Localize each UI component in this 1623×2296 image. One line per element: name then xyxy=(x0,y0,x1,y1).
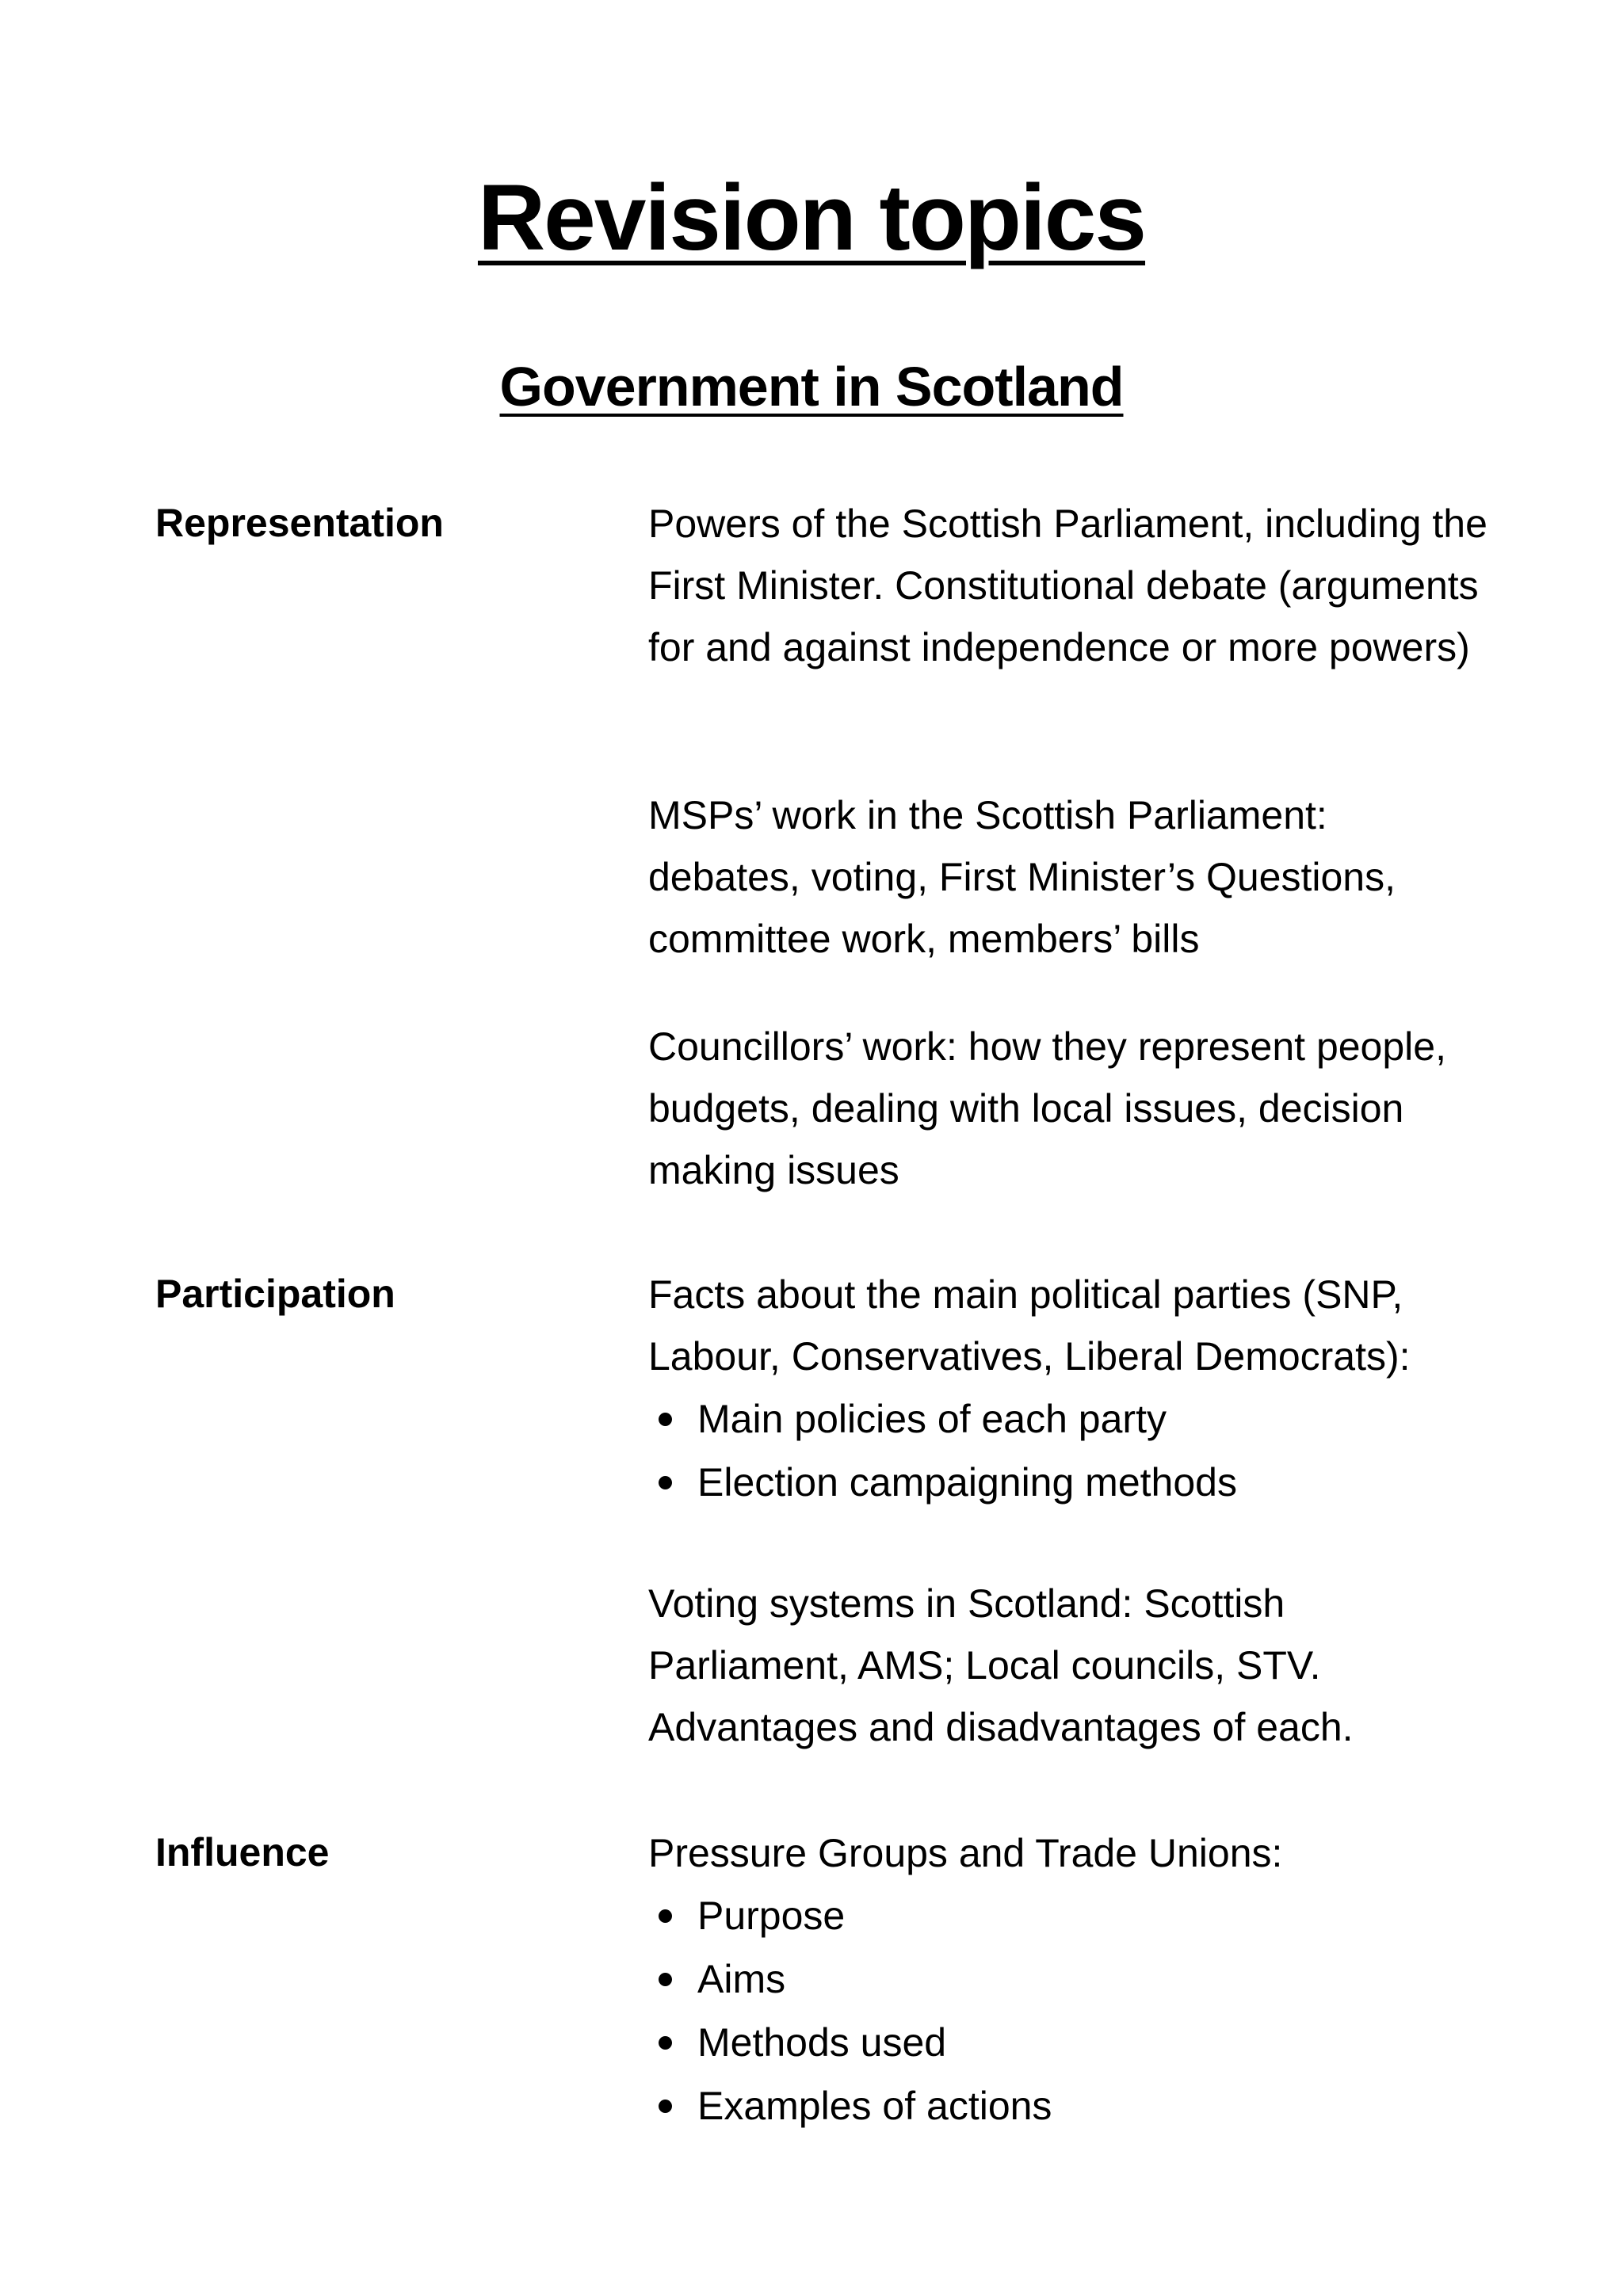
list-item xyxy=(648,2074,1472,2138)
representation-paragraph-2 xyxy=(648,784,1472,970)
bullet-icon xyxy=(659,1476,672,1489)
page-subtitle xyxy=(0,350,1623,423)
page-title xyxy=(0,162,1623,273)
influence-intro: Pressure Groups and Trade Unions: xyxy=(648,1831,1283,1875)
bullet-icon xyxy=(659,2036,672,2050)
list-item xyxy=(648,2011,1472,2074)
representation-text-2: MSPs’ work in the Scottish Parliament: debates, voting, First Minister’s Questions, committee work, members’ bills xyxy=(648,793,1396,961)
section-label-representation: Representation xyxy=(155,501,444,545)
bullet-icon xyxy=(659,1909,672,1923)
representation-paragraph-1 xyxy=(648,493,1504,678)
list-item xyxy=(648,1451,1472,1514)
participation-voting-text: Voting systems in Scotland: Scottish Parliament, AMS; Local councils, STV. Advantages and disadvantages of each. xyxy=(648,1581,1354,1749)
participation-block xyxy=(648,1264,1472,1514)
list-item xyxy=(648,1947,1472,2011)
representation-paragraph-3 xyxy=(648,1016,1528,1201)
list-item-text: Purpose xyxy=(697,1894,846,1938)
influence-block xyxy=(648,1822,1472,2138)
representation-text-3: Councillors’ work: how they represent people, budgets, dealing with local issues, decision making issues xyxy=(648,1024,1446,1192)
participation-paragraph-voting xyxy=(648,1573,1449,1758)
page-title-text: Revision topics xyxy=(477,166,1146,270)
bullet-icon xyxy=(659,2100,672,2113)
section-label-participation: Participation xyxy=(155,1272,395,1316)
list-item xyxy=(648,1387,1472,1451)
section-label-influence: Influence xyxy=(155,1830,330,1875)
participation-intro: Facts about the main political parties (SNP, Labour, Conservatives, Liberal Democrats): xyxy=(648,1272,1411,1379)
list-item-text: Aims xyxy=(697,1957,786,2001)
bullet-icon xyxy=(659,1973,672,1986)
page-subtitle-text: Government in Scotland xyxy=(499,356,1124,418)
bullet-icon xyxy=(659,1413,672,1426)
list-item xyxy=(648,1884,1472,1947)
participation-bullet-list xyxy=(648,1387,1472,1514)
representation-text-1: Powers of the Scottish Parliament, including the First Minister. Constitutional debate (arguments for and against independence or more powers) xyxy=(648,502,1487,669)
list-item-text: Methods used xyxy=(697,2020,947,2065)
list-item-text: Main policies of each party xyxy=(697,1397,1167,1441)
influence-bullet-list xyxy=(648,1884,1472,2138)
list-item-text: Election campaigning methods xyxy=(697,1460,1237,1505)
list-item-text: Examples of actions xyxy=(697,2084,1052,2128)
